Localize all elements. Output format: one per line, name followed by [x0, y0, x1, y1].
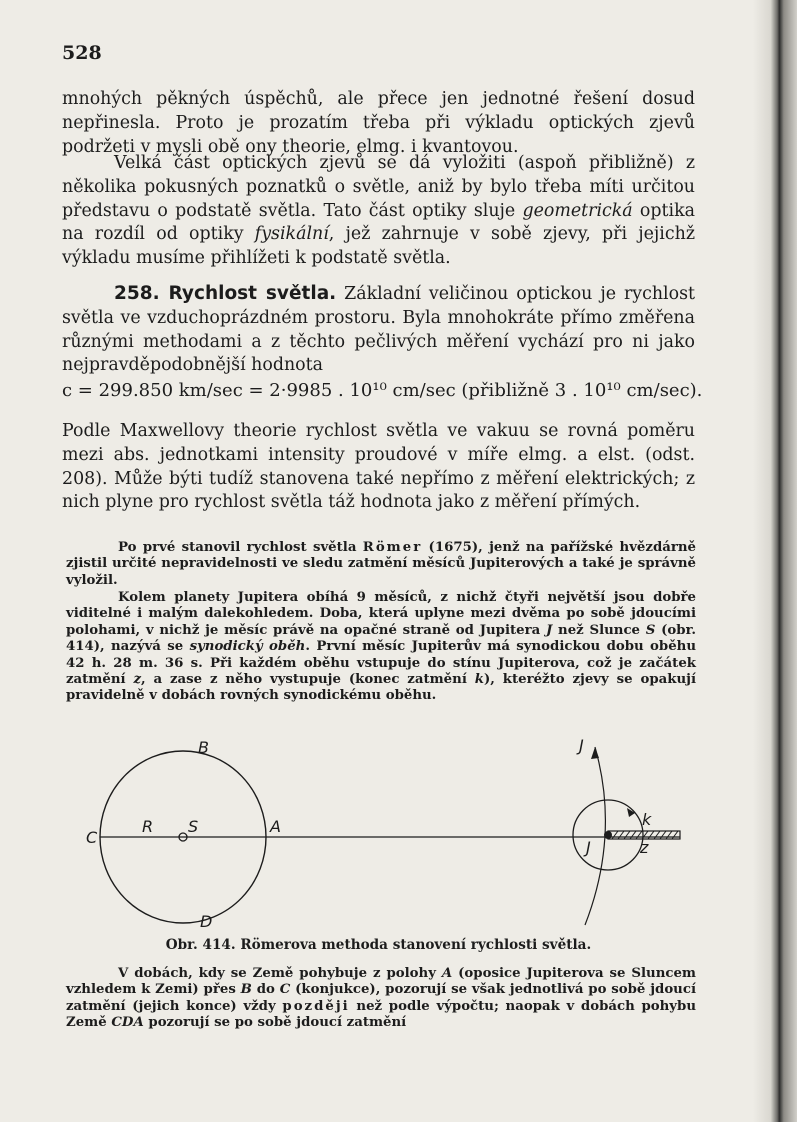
- label-s: S: [188, 817, 199, 836]
- text-span: pozorují se po sobě jdoucí zatmění: [143, 1015, 407, 1031]
- text-span: (konjukce), pozorují se však jednotlivá po sobě jdoucí zatmění (jejich konce) vždy: [66, 982, 696, 1014]
- symbol-k: k: [474, 672, 484, 688]
- text-span: V dobách, kdy se Země pohybuje z polohy: [118, 966, 442, 981]
- page-number: 528: [62, 42, 102, 64]
- label-c: C: [86, 828, 98, 847]
- text-span: Kolem planety Jupitera obíhá 9 měsíců, z nichž čtyři největší jsou dobře viditelné i malým dalekohledem. Doba, která uplyne mezi dvěma po sobě jdoucími polohami, v nichž je měsíc právě na opačné straně od Jupitera: [66, 590, 696, 638]
- text-span: (oposice Jupiterova se Sluncem vzhledem k Zemi) přes: [66, 966, 696, 998]
- term-geometric: geometrická: [522, 200, 633, 221]
- jupiter-path-arrow: [591, 747, 599, 759]
- figure-414-diagram: [80, 735, 700, 935]
- symbol-a: A: [441, 966, 453, 981]
- section-text: Základní veličinou optickou je rychlost světla ve vzduchoprázdném prostoru. Byla mnohokráte přímo změřena různými methodami a z těchto pečlivých měření vychází pro ni jako nejpravděpodobnější hodnota: [62, 284, 695, 376]
- text-span: optika na rozdíl od optiky: [62, 200, 695, 245]
- speed-formula: c = 299.850 km/sec = 2·9985 . 10¹⁰ cm/sec (přibližně 3 . 10¹⁰ cm/sec).: [62, 380, 703, 401]
- term-physical: fysikální: [254, 224, 329, 245]
- term-synodic: synodický oběh: [189, 639, 306, 655]
- label-d: D: [200, 912, 213, 931]
- small-paragraph-jupiter: [66, 590, 696, 705]
- figure-caption: Obr. 414. Römerova methoda stanovení rychlosti světla.: [165, 937, 592, 953]
- symbol-z: z: [133, 672, 141, 688]
- label-j: J: [586, 838, 591, 857]
- section-258: [62, 282, 695, 378]
- label-k: k: [642, 810, 652, 829]
- text-span: . První měsíc Jupiterův má synodickou dobu oběhu 42 h. 28 m. 36 s. Při každém oběhu vstupuje do stínu Jupiterova, což je začátek zatmění: [66, 639, 697, 688]
- symbol-s: S: [645, 622, 656, 638]
- text-span: do: [251, 982, 280, 998]
- label-b: B: [198, 738, 209, 757]
- text-span: Po prvé stanovil rychlost světla: [118, 540, 363, 555]
- label-r: R: [142, 817, 154, 836]
- name-roemer: Römer: [362, 540, 423, 555]
- symbol-c: C: [279, 982, 291, 998]
- text-span: ), kteréžto zjevy se opakují pravidelně v dobách rovných synodickému oběhu.: [66, 672, 696, 704]
- label-j-top: J: [579, 736, 584, 755]
- text-span: (obr. 414), nazývá se: [66, 622, 696, 655]
- text-span: (1675), jenž na pařížské hvězdárně zjistil určité nepravidelnosti ve sledu zatmění měsíců Jupiterových a také je správně vyložil.: [66, 540, 696, 588]
- label-a: A: [270, 817, 281, 836]
- label-z: z: [640, 838, 649, 857]
- jupiter-path: [585, 747, 605, 925]
- symbol-b: B: [240, 982, 252, 998]
- term-later: později: [282, 998, 350, 1014]
- text-span: než podle výpočtu; naopak v dobách pohybu Země: [66, 998, 696, 1031]
- paragraph-maxwell: Podle Maxwellovy theorie rychlost světla ve vakuu se rovná poměru mezi abs. jednotkami intensity proudové v míře elmg. a elst. (odst. 208). Může býti tudíž stanovena také nepřímo z měření elektrických; z nich plyne pro rychlost světla táž hodnota jako z měření přímých.: [62, 421, 695, 513]
- symbol-cda: CDA: [111, 1015, 144, 1031]
- small-paragraph-roemer: [66, 540, 696, 589]
- symbol-j: J: [546, 622, 553, 638]
- text-span: než Slunce: [552, 622, 646, 638]
- paragraph-geometric-optics: [62, 152, 695, 271]
- text-span: , jež zahrnuje v sobě zjevy, při jejichž výkladu musíme přihlížeti k podstatě světla.: [62, 224, 695, 269]
- text-span: Velká část optických zjevů se dá vyložiti (aspoň přibližně) z několika pokusných poznatků o světle, aniž by bylo třeba míti určitou představu o podstatě světla. Tato část optiky sluje: [62, 153, 695, 221]
- paragraph-intro: mnohých pěkných úspěchů, ale přece jen jednotné řešení dosud nepřinesla. Proto je prozatím třeba při výkladu optických zjevů podržeti v mysli obě ony theorie, elmg. i kvantovou.: [62, 89, 695, 157]
- small-paragraph-orbit: [66, 966, 696, 1032]
- text-span: , a zase z něho vystupuje (konec zatmění: [141, 672, 475, 688]
- section-heading: 258. Rychlost světla.: [114, 283, 337, 304]
- book-spine-shadow: [753, 0, 797, 1122]
